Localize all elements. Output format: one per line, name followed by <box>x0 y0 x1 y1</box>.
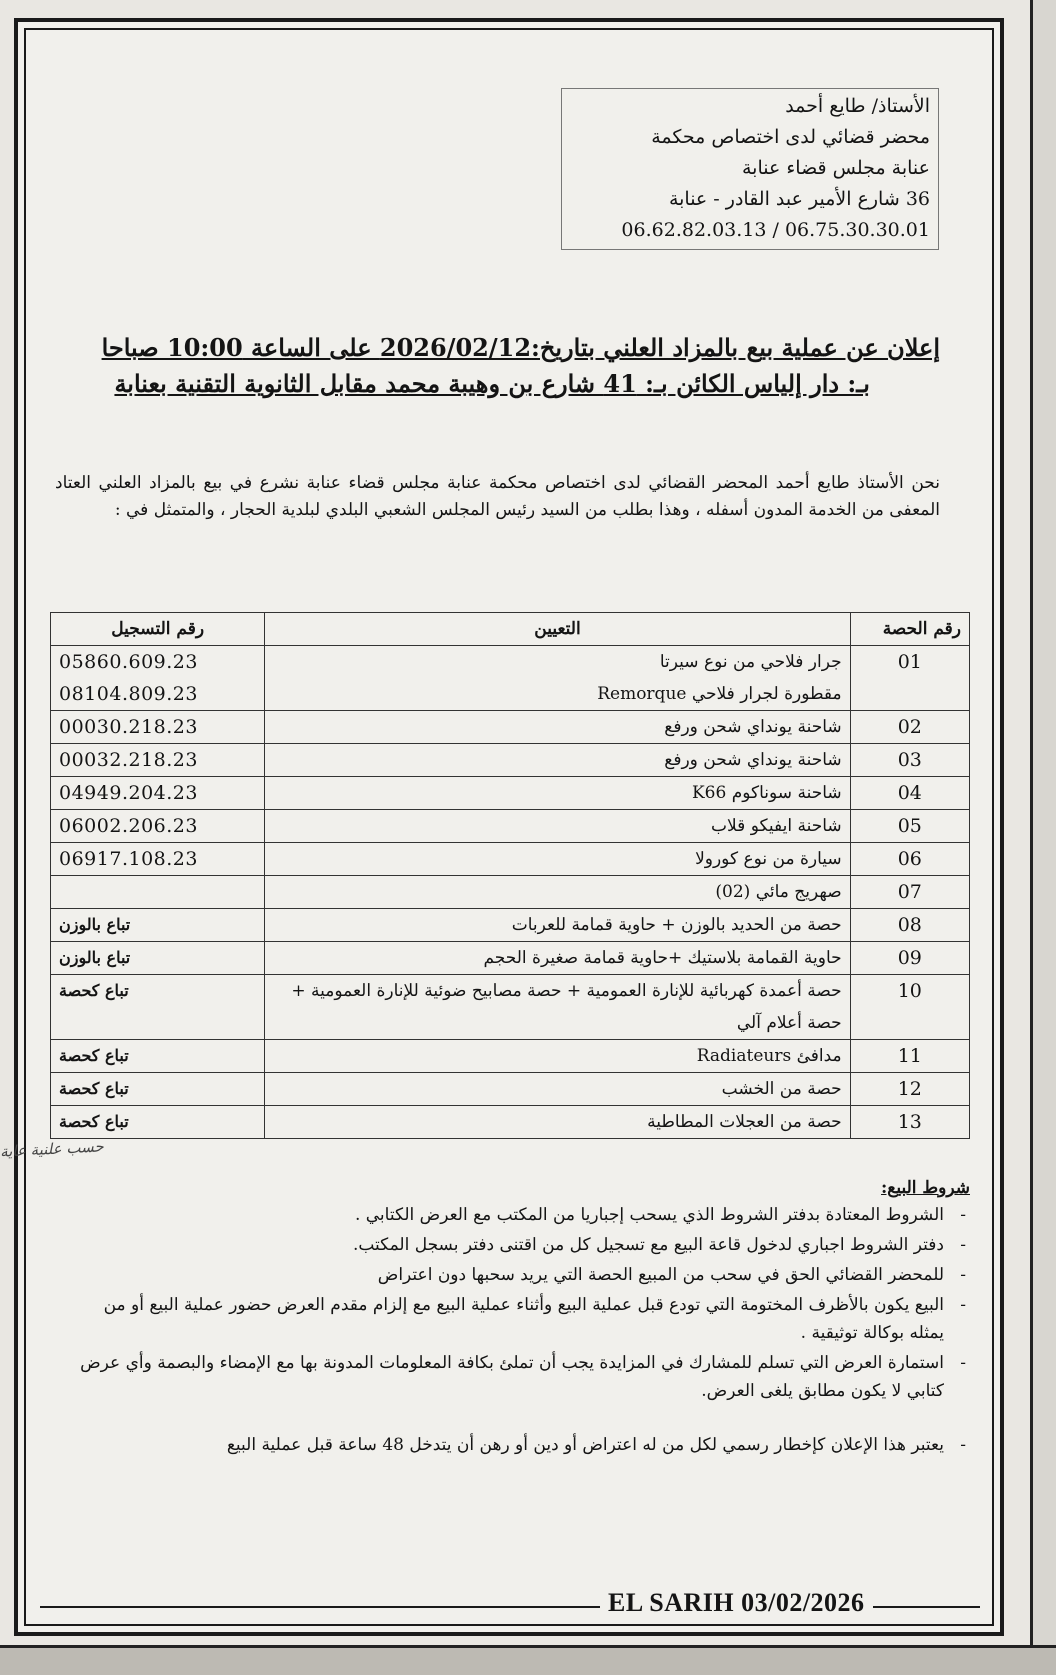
lot-designation: حصة أعمدة كهربائية للإنارة العمومية + حصة مصابيح ضوئية للإنارة العمومية + حصة أعلام آلي <box>265 975 850 1040</box>
lot-designation: حاوية القمامة بلاستيك +حاوية قمامة صغيرة الحجم <box>265 942 850 975</box>
lot-registration: تباع كحصة <box>51 975 265 1040</box>
conditions-list <box>70 1201 970 1459</box>
lot-number: 10 <box>850 975 969 1040</box>
lot-designation: شاحنة يونداي شحن ورفع <box>265 711 850 744</box>
lot-designation: حصة من الحديد بالوزن + حاوية قمامة للعربات <box>265 909 850 942</box>
lot-number: 02 <box>850 711 969 744</box>
table-row <box>51 942 970 975</box>
lot-registration: 04949.204.23 <box>51 777 265 810</box>
bailiff-address: 36 شارع الأمير عبد القادر - عنابة <box>668 188 930 210</box>
lot-number: 09 <box>850 942 969 975</box>
lot-number: 12 <box>850 1073 969 1106</box>
bailiff-info-box <box>561 88 939 250</box>
condition-item: - يعتبر هذا الإعلان كإخطار رسمي لكل من له اعتراض أو دين أو رهن أن يتدخل 48 ساعة قبل عملية البيع <box>70 1431 970 1459</box>
condition-item: - استمارة العرض التي تسلم للمشارك في المزايدة يجب أن تملئ بكافة المعلومات المدونة بها مع الإمضاء والبصمة وأي عرض كتابي لا يكون مطابق يلغى العرض. <box>70 1349 970 1405</box>
lot-number: 08 <box>850 909 969 942</box>
condition-item: - دفتر الشروط اجباري لدخول قاعة البيع مع تسجيل كل من اقتنى دفتر بسجل المكتب. <box>70 1231 970 1259</box>
adjacent-page-edge <box>1030 0 1056 1672</box>
table-row <box>51 810 970 843</box>
lots-table <box>50 612 970 1139</box>
conditions-title: شروط البيع: <box>881 1178 970 1198</box>
table-row <box>51 777 970 810</box>
table-row <box>51 909 970 942</box>
title-line-2: بـ: دار إلياس الكائن بـ: 41 شارع بن وهيبة محمد مقابل الثانوية التقنية بعنابة <box>114 369 870 398</box>
table-row <box>51 1073 970 1106</box>
lot-number: 03 <box>850 744 969 777</box>
lot-designation: حصة من الخشب <box>265 1073 850 1106</box>
table-row <box>51 975 970 1040</box>
lot-designation: صهريج مائي (02) <box>265 876 850 909</box>
lot-designation: شاحنة سوناكوم K66 <box>265 777 850 810</box>
lot-number: 07 <box>850 876 969 909</box>
bailiff-title: محضر قضائي لدى اختصاص محكمة <box>651 126 930 148</box>
table-row <box>51 876 970 909</box>
lot-registration: تباع بالوزن <box>51 909 265 942</box>
bailiff-phones: 06.62.82.03.13 / 06.75.30.30.01 <box>621 219 930 241</box>
table-row <box>51 1106 970 1139</box>
lot-registration <box>51 876 265 909</box>
table-row <box>51 1040 970 1073</box>
lot-registration: تباع بالوزن <box>51 942 265 975</box>
lot-number: 01 <box>850 646 969 711</box>
table-row <box>51 843 970 876</box>
intro-paragraph: نحن الأستاذ طايع أحمد المحضر القضائي لدى اختصاص محكمة عنابة مجلس قضاء عنابة نشرع في بيع بالمزاد العلني العتاد المعفى من الخدمة المدون أسفله ، وهذا بطلب من السيد رئيس المجلس الشعبي البلدي لبلدية الحجار ، والمتمثل في : <box>55 473 940 520</box>
condition-item: - للمحضر القضائي الحق في سحب من المبيع الحصة التي يريد سحبها دون اعتراض <box>70 1261 970 1289</box>
header-registration: رقم التسجيل <box>51 613 265 646</box>
lot-registration: 00032.218.23 <box>51 744 265 777</box>
lot-registration: تباع كحصة <box>51 1040 265 1073</box>
lot-registration: 06002.206.23 <box>51 810 265 843</box>
lot-designation: مقطورة لجرار فلاحي Remorque <box>265 678 850 711</box>
lot-number: 06 <box>850 843 969 876</box>
table-header-row <box>51 613 970 646</box>
lot-registration: 06917.108.23 <box>51 843 265 876</box>
table-row <box>51 744 970 777</box>
lot-number: 05 <box>850 810 969 843</box>
condition-item: - الشروط المعتادة بدفتر الشروط الذي يسحب إجباريا من المكتب مع العرض الكتابي . <box>70 1201 970 1229</box>
lot-registration: 00030.218.23 <box>51 711 265 744</box>
lot-designation: مدافئ Radiateurs <box>265 1040 850 1073</box>
table-row <box>51 678 970 711</box>
lot-registration: 05860.609.23 <box>51 646 265 679</box>
condition-item: - البيع يكون بالأظرف المختومة التي تودع قبل عملية البيع وأثناء عملية البيع مع إلزام مقدم العرض حضور عملية البيع أو من يمثله بوكالة توثيقية . <box>70 1291 970 1347</box>
title-line-1: إعلان عن عملية بيع بالمزاد العلني بتاريخ:2026/02/12 على الساعة 10:00 صباحا <box>101 333 940 362</box>
lot-number: 13 <box>850 1106 969 1139</box>
announcement-title <box>70 330 940 402</box>
lot-number: 04 <box>850 777 969 810</box>
lot-designation: جرار فلاحي من نوع سيرتا <box>265 646 850 679</box>
lot-registration: 08104.809.23 <box>51 678 265 711</box>
lot-designation: حصة من العجلات المطاطية <box>265 1106 850 1139</box>
table-row <box>51 711 970 744</box>
lot-designation: شاحنة يونداي شحن ورفع <box>265 744 850 777</box>
header-lot-number: رقم الحصة <box>850 613 969 646</box>
newspaper-bottom-edge <box>0 1645 1056 1675</box>
lot-designation: شاحنة ايفيكو قلاب <box>265 810 850 843</box>
table-row <box>51 646 970 679</box>
sale-conditions <box>70 1178 970 1461</box>
header-designation: التعيين <box>265 613 850 646</box>
lot-designation: سيارة من نوع كورولا <box>265 843 850 876</box>
newspaper-date-footer: EL SARIH 03/02/2026 <box>600 1588 873 1618</box>
lot-number: 11 <box>850 1040 969 1073</box>
bailiff-name: الأستاذ/ طايع أحمد <box>785 95 930 117</box>
bailiff-jurisdiction: عنابة مجلس قضاء عنابة <box>741 157 930 179</box>
lot-registration: تباع كحصة <box>51 1073 265 1106</box>
handwritten-note: حسب علنية عاية <box>0 1137 105 1161</box>
lot-registration: تباع كحصة <box>51 1106 265 1139</box>
